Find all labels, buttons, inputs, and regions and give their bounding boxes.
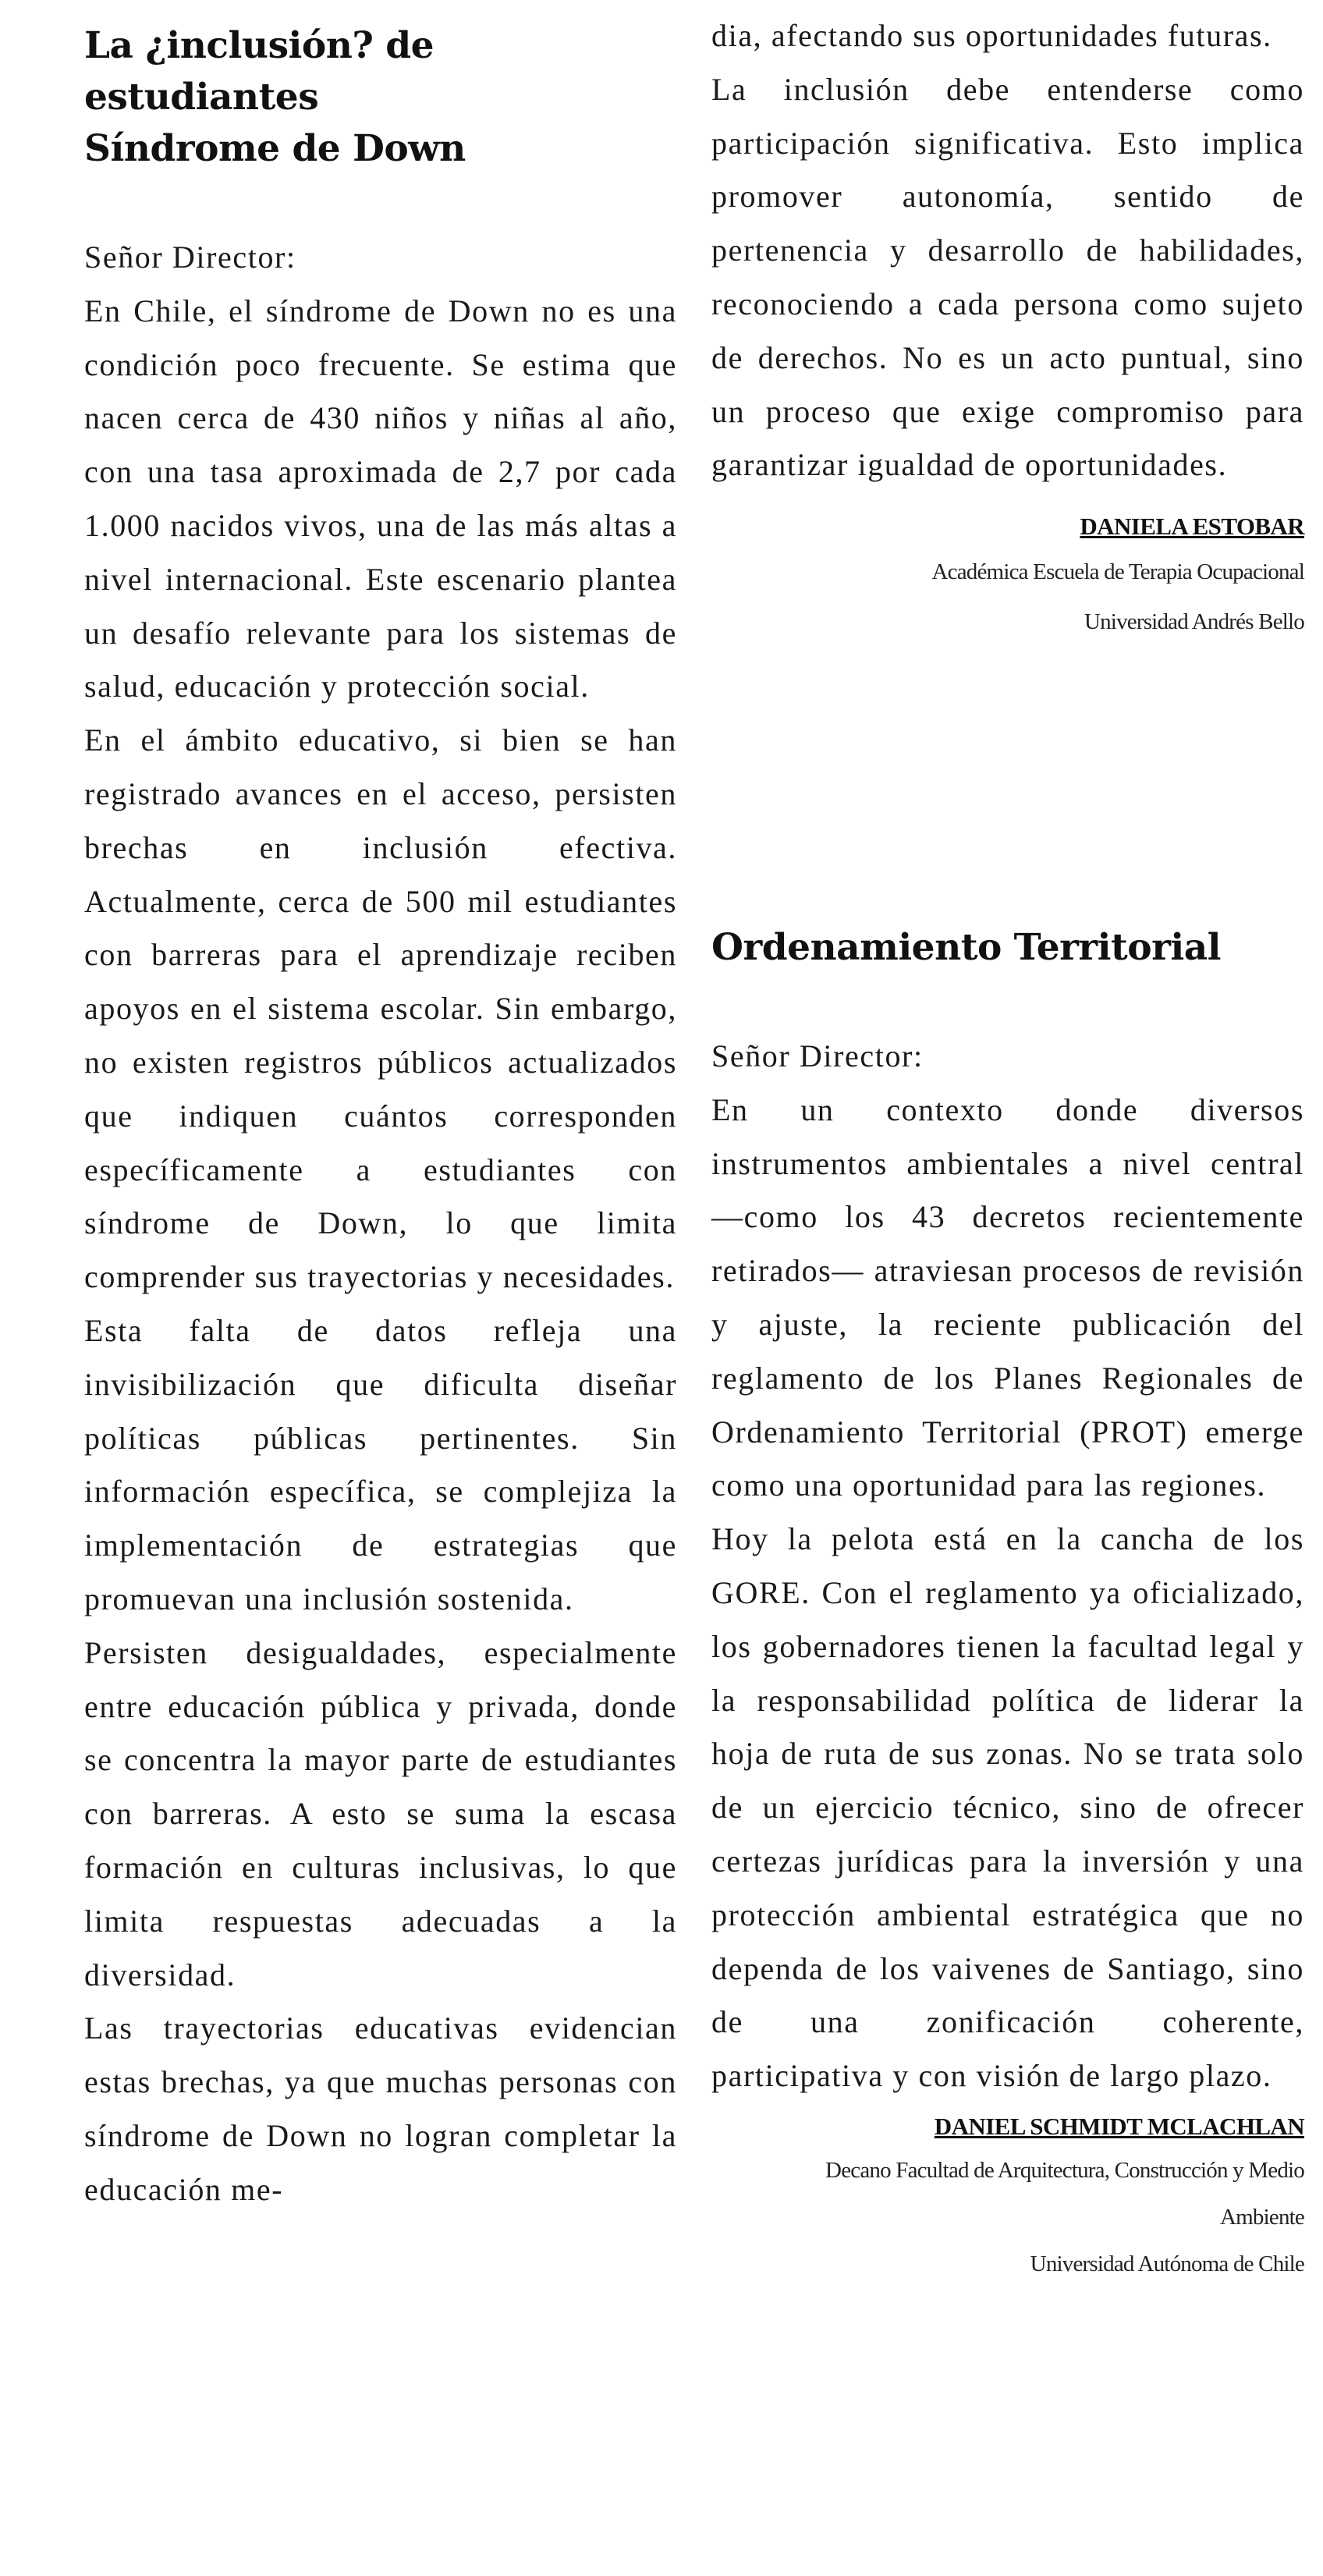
letter-inclusion-paragraph-4: Persisten desigualdades, especialmente entre educación pública y privada, donde se concentra la mayor parte de estudiantes con barreras. A esto se suma la escasa formación en culturas inclusivas, lo que limita respuestas adecuadas a la diversidad. bbox=[84, 1634, 677, 1992]
signature-institution: Universidad Andrés Bello bbox=[1084, 609, 1304, 635]
letter-inclusion-paragraph-3: Esta falta de datos refleja una invisibilización que dificulta diseñar políticas públicas pertinentes. Sin información específica, se complejiza la implementación de estrategias que promuevan una inclusión sostenida. bbox=[84, 1312, 677, 1616]
letter-inclusion-paragraph-6: La inclusión debe entenderse como participación significativa. Esto implica promover autonomía, sentido de pertenencia y desarrollo de habilidades, reconociendo a cada persona como sujeto de derechos. No es un acto puntual, sino un proceso que exige compromiso para garantizar igualdad de oportunidades. bbox=[711, 71, 1304, 483]
signature-name: DANIELA ESTOBAR bbox=[1080, 513, 1304, 541]
letter-ordenamiento bbox=[711, 922, 1304, 2287]
signature-title: Académica Escuela de Terapia Ocupacional bbox=[931, 559, 1304, 585]
letter-inclusion-paragraph-5-start: Las trayectorias educativas evidencian estas brechas, ya que muchas personas con síndrome de Down no logran completar la educación me- bbox=[84, 2010, 677, 2207]
signature-title-2-line-1: Decano Facultad de Arquitectura, Construcción y Medio bbox=[825, 2157, 1304, 2183]
letter-inclusion-title bbox=[84, 20, 677, 175]
letter-ordenamiento-paragraph-1: En un contexto donde diversos instrumentos ambientales a nivel central —como los 43 decretos recientemente retirados— atraviesan procesos de revisión y ajuste, la reciente publicación del reglamento de los Planes Regionales de Ordenamiento Territorial (PROT) emerge como una oportunidad para las regiones. bbox=[711, 1091, 1304, 1503]
letter-ordenamiento-salutation: Señor Director: bbox=[711, 1038, 924, 1073]
title-line-2: Síndrome de Down bbox=[84, 127, 466, 170]
letter-inclusion-salutation: Señor Director: bbox=[84, 240, 296, 275]
signature-title-2-line-2: Ambiente bbox=[1220, 2204, 1304, 2230]
letter-inclusion-paragraph-5-end: dia, afectando sus oportunidades futuras. bbox=[711, 18, 1272, 53]
letter-ordenamiento-paragraph-2: Hoy la pelota está en la cancha de los GORE. Con el reglamento ya oficializado, los gobernadores tienen la facultad legal y la responsabilidad política de liderar la hoja de ruta de sus zonas. No se trata solo de un ejercicio técnico, sino de ofrecer certezas jurídicas para la inversión y una protección ambiental estratégica que no dependa de los vaivenes de Santiago, sino de una zonificación coherente, participativa y con visión de largo plazo. bbox=[711, 1521, 1304, 2094]
letter-inclusion bbox=[84, 0, 677, 2216]
letter-ordenamiento-title: Ordenamiento Territorial bbox=[711, 926, 1222, 969]
letter-inclusion-continued bbox=[711, 9, 1304, 647]
signature-name-2: DANIEL SCHMIDT MCLACHLAN bbox=[934, 2112, 1304, 2140]
title-line-1: La ¿inclusión? de estudiantes bbox=[84, 24, 434, 119]
letter-inclusion-paragraph-1: En Chile, el síndrome de Down no es una condición poco frecuente. Se estima que nacen cerca de 430 niños y niñas al año, con una tasa aproximada de 2,7 por cada 1.000 nacidos vivos, una de las más altas a nivel internacional. Este escenario plantea un desafío relevante para los sistemas de salud, educación y protección social. bbox=[84, 293, 677, 704]
signature-institution-2: Universidad Autónoma de Chile bbox=[1030, 2251, 1304, 2276]
letter-inclusion-paragraph-2: En el ámbito educativo, si bien se han registrado avances en el acceso, persisten brechas en inclusión efectiva. Actualmente, cerca de 500 mil estudiantes con barreras para el aprendizaje reciben apoyos en el sistema escolar. Sin embargo, no existen registros públicos actualizados que indiquen cuántos corresponden específicamente a estudiantes con síndrome de Down, lo que limita comprender sus trayectorias y necesidades. bbox=[84, 722, 677, 1295]
